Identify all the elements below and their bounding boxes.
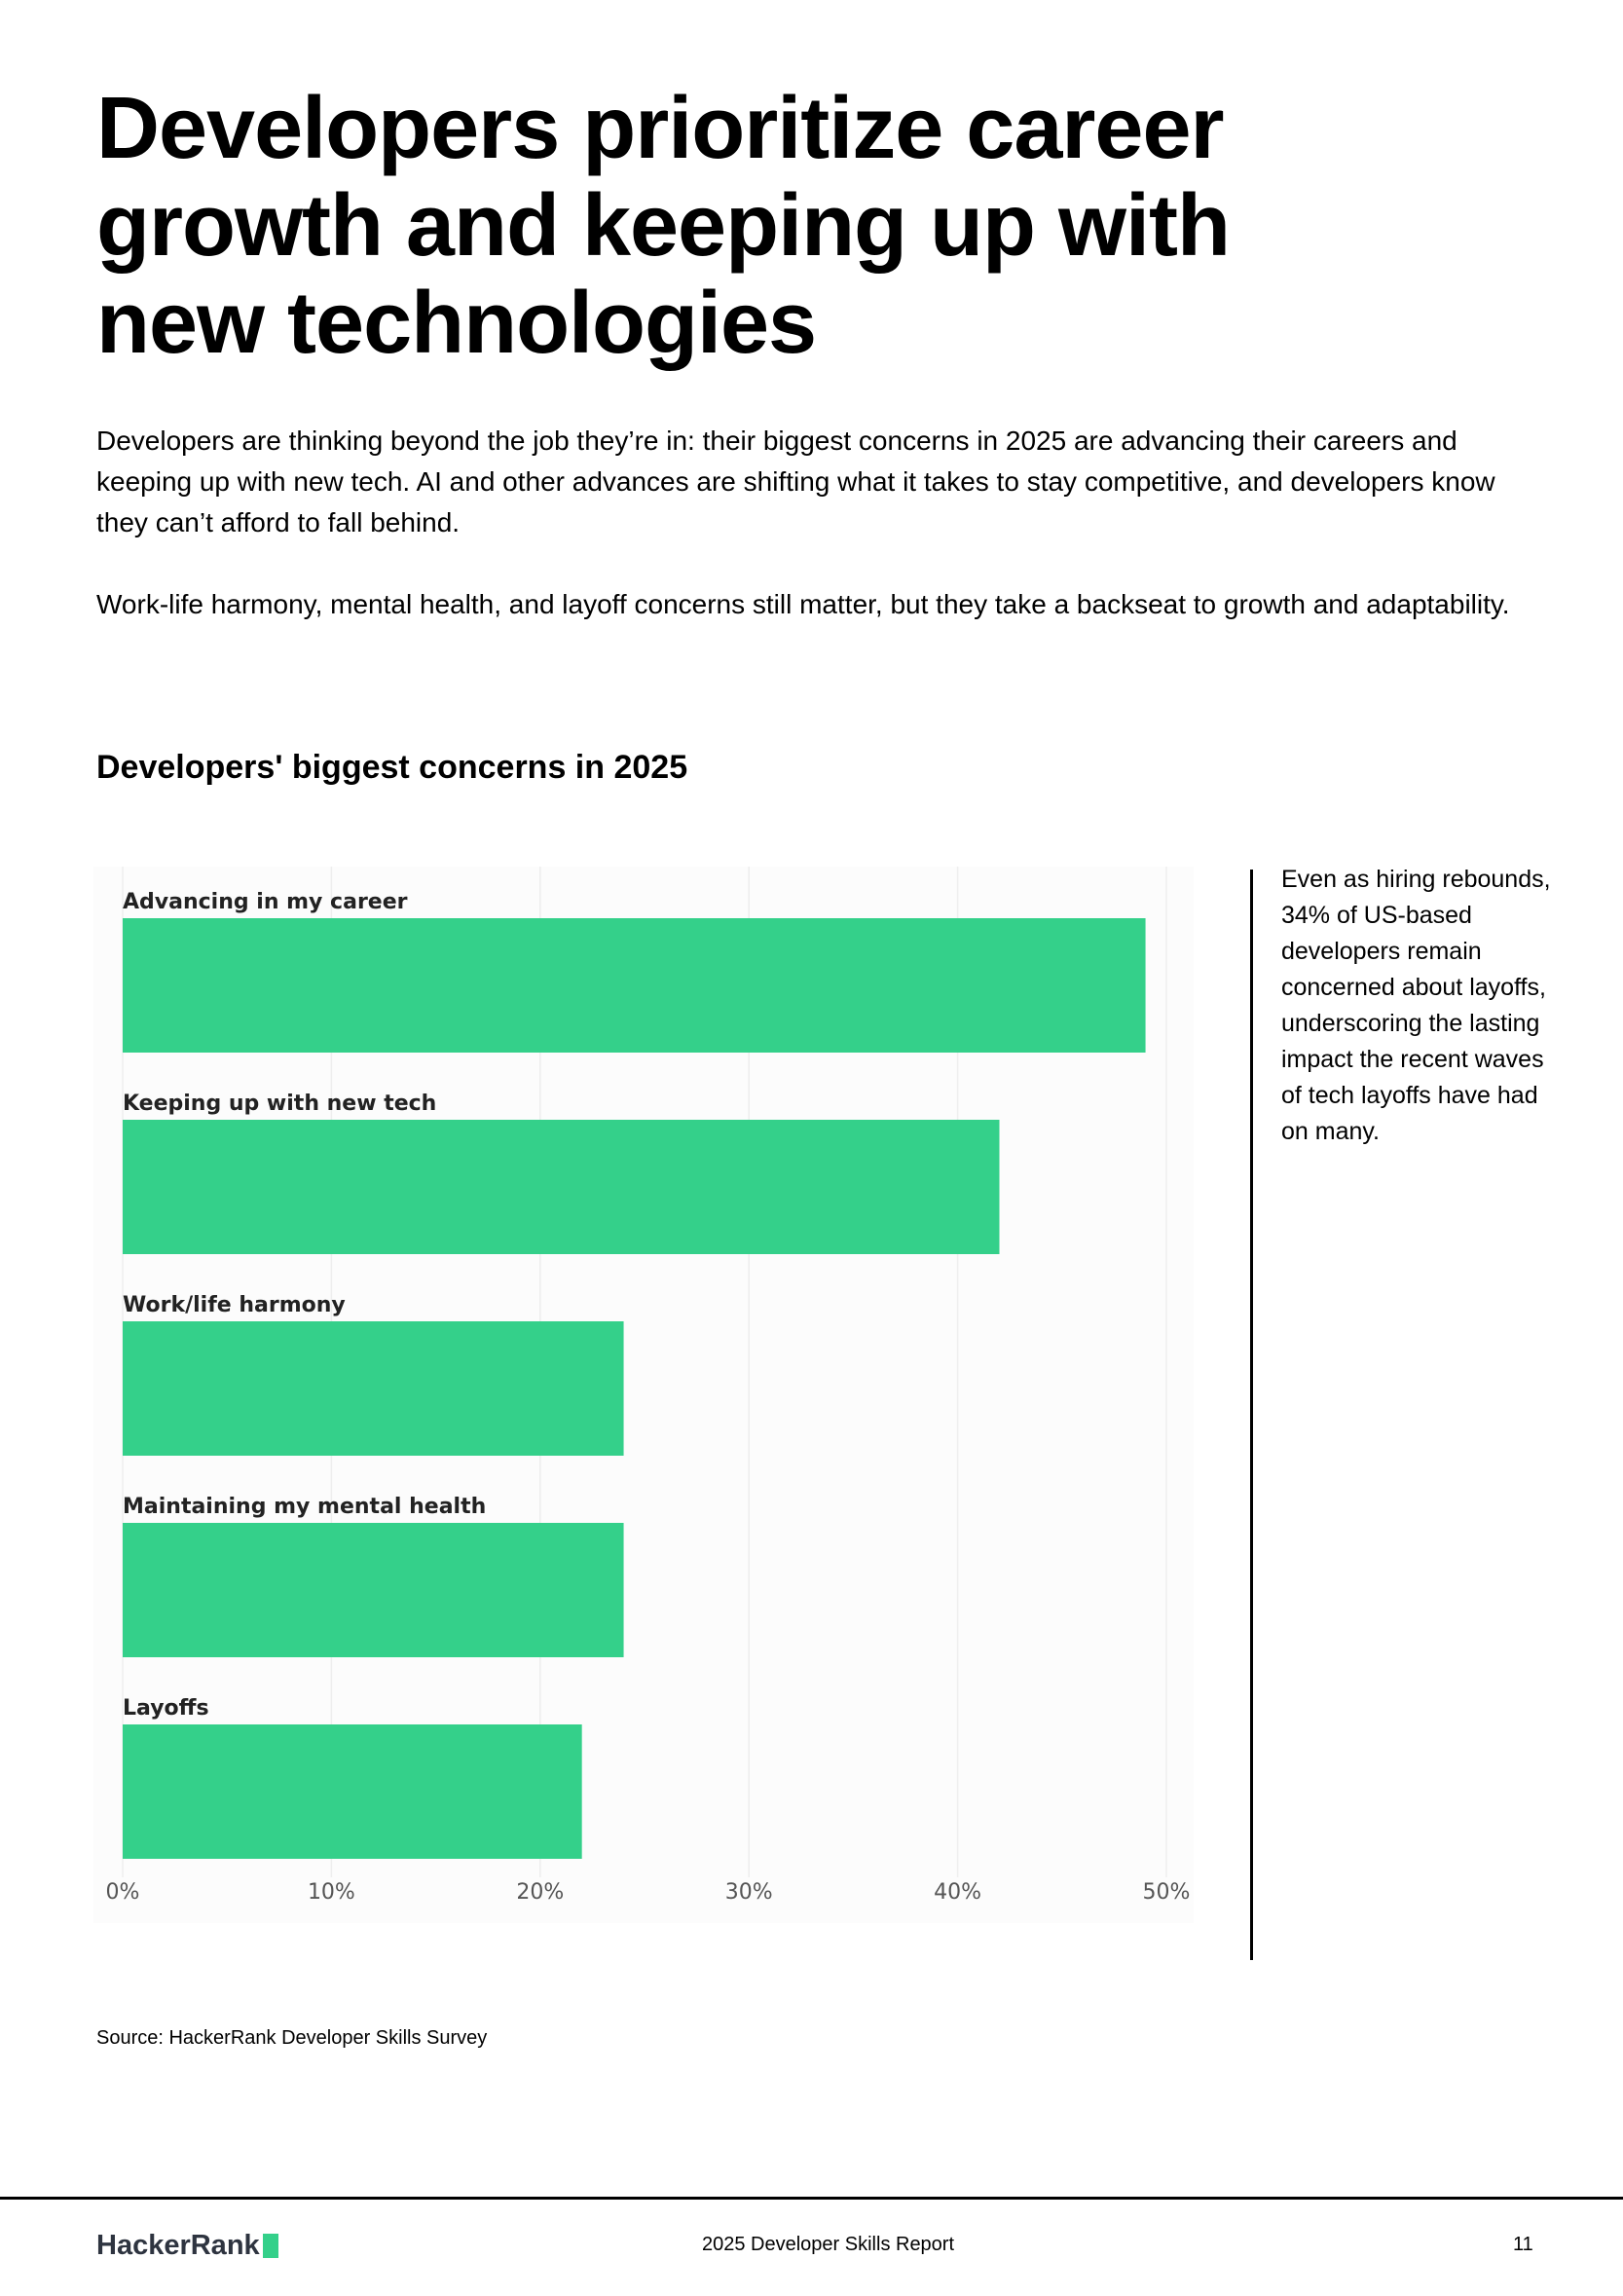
- bar-chart-svg: [93, 867, 1194, 1923]
- hackerrank-logo: [96, 2230, 278, 2261]
- x-tick-label-0: 0%: [105, 1880, 140, 1905]
- bar-label-0: Advancing in my career: [123, 890, 408, 914]
- side-note: Even as hiring rebounds, 34% of US-based developers remain concerned about layoffs, underscoring the lasting impact the recent waves of tech layoffs have had on many.: [1281, 866, 1551, 1145]
- page-number: 11: [1513, 2234, 1533, 2255]
- intro-text: [96, 421, 1528, 625]
- source-note: Source: HackerRank Developer Skills Survey: [96, 2027, 488, 2049]
- bar-3: [123, 1523, 624, 1657]
- bar-label-1: Keeping up with new tech: [123, 1092, 437, 1116]
- bar-chart: [93, 867, 1194, 1923]
- x-tick-label-2: 20%: [516, 1880, 565, 1905]
- report-title: 2025 Developer Skills Report: [702, 2234, 955, 2255]
- chart-title: Developers' biggest concerns in 2025: [96, 749, 688, 786]
- bar-4: [123, 1724, 582, 1859]
- bar-2: [123, 1321, 624, 1456]
- x-tick-label-3: 30%: [724, 1880, 773, 1905]
- x-tick-label-4: 40%: [934, 1880, 982, 1905]
- bar-1: [123, 1120, 999, 1254]
- intro-paragraph-2: Work-life harmony, mental health, and layoff concerns still matter, but they take a backseat to growth and adaptability.: [96, 589, 1510, 619]
- bar-label-4: Layoffs: [123, 1696, 209, 1721]
- logo-mark-icon: [263, 2234, 278, 2258]
- logo-text: HackerRank: [96, 2229, 260, 2261]
- x-tick-label-5: 50%: [1142, 1880, 1191, 1905]
- bar-label-3: Maintaining my mental health: [123, 1495, 487, 1519]
- bar-label-2: Work/life harmony: [123, 1293, 346, 1317]
- side-note-divider: [1250, 870, 1253, 1960]
- intro-paragraph-1: Developers are thinking beyond the job they’re in: their biggest concerns in 2025 are advancing their careers and keeping up with new tech. AI and other advances are shifting what it takes to stay competitive, and developers know they can’t afford to fall behind.: [96, 426, 1495, 537]
- bar-0: [123, 918, 1146, 1053]
- x-tick-label-1: 10%: [307, 1880, 355, 1905]
- page-title: Developers prioritize career growth and keeping up with new technologies: [96, 80, 1230, 372]
- footer-divider: [0, 2197, 1623, 2200]
